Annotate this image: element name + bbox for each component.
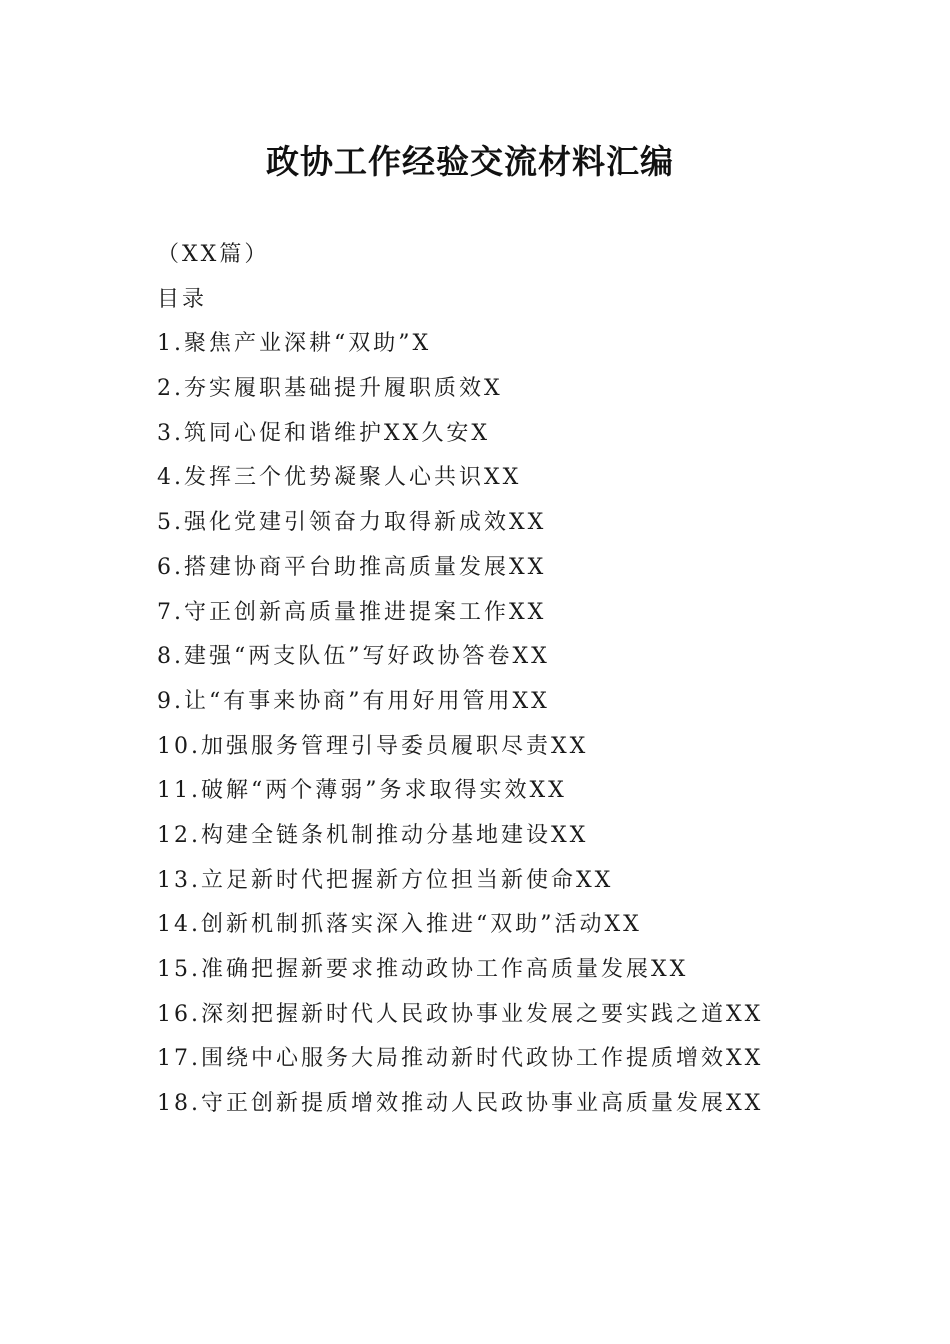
toc-item: 1.聚焦产业深耕“双助”X (157, 331, 432, 357)
toc-item: 17.围绕中心服务大局推动新时代政协工作提质增效XX (157, 1046, 764, 1072)
toc-item: 18.守正创新提质增效推动人民政协事业高质量发展XX (157, 1091, 764, 1117)
toc-item: 3.筑同心促和谐维护XX久安X (157, 420, 490, 446)
toc-heading: 目录 (157, 286, 208, 312)
table-of-contents (157, 322, 857, 1126)
toc-item: 12.构建全链条机制推动分基地建设XX (157, 822, 589, 848)
toc-item: 14.创新机制抓落实深入推进“双助”活动XX (157, 912, 642, 938)
toc-item: 5.强化党建引领奋力取得新成效XX (157, 510, 547, 536)
toc-item: 8.建强“两支队伍”写好政协答卷XX (157, 644, 550, 670)
toc-item: 2.夯实履职基础提升履职质效X (157, 376, 503, 402)
toc-item: 16.深刻把握新时代人民政协事业发展之要实践之道XX (157, 1001, 764, 1027)
count-note: （XX篇） (157, 242, 270, 267)
toc-item: 9.让“有事来协商”有用好用管用XX (157, 688, 550, 714)
toc-item: 11.破解“两个薄弱”务求取得实效XX (157, 778, 567, 804)
toc-item: 15.准确把握新要求推动政协工作高质量发展XX (157, 957, 689, 982)
toc-item: 7.守正创新高质量推进提案工作XX (157, 599, 547, 625)
toc-item: 13.立足新时代把握新方位担当新使命XX (157, 867, 614, 893)
document-body (157, 233, 857, 1127)
toc-item: 6.搭建协商平台助推高质量发展XX (157, 554, 547, 580)
document-title: 政协工作经验交流材料汇编 (266, 142, 674, 181)
toc-item: 4.发挥三个优势凝聚人心共识XX (157, 465, 522, 491)
toc-item: 10.加强服务管理引导委员履职尽责XX (157, 733, 589, 759)
